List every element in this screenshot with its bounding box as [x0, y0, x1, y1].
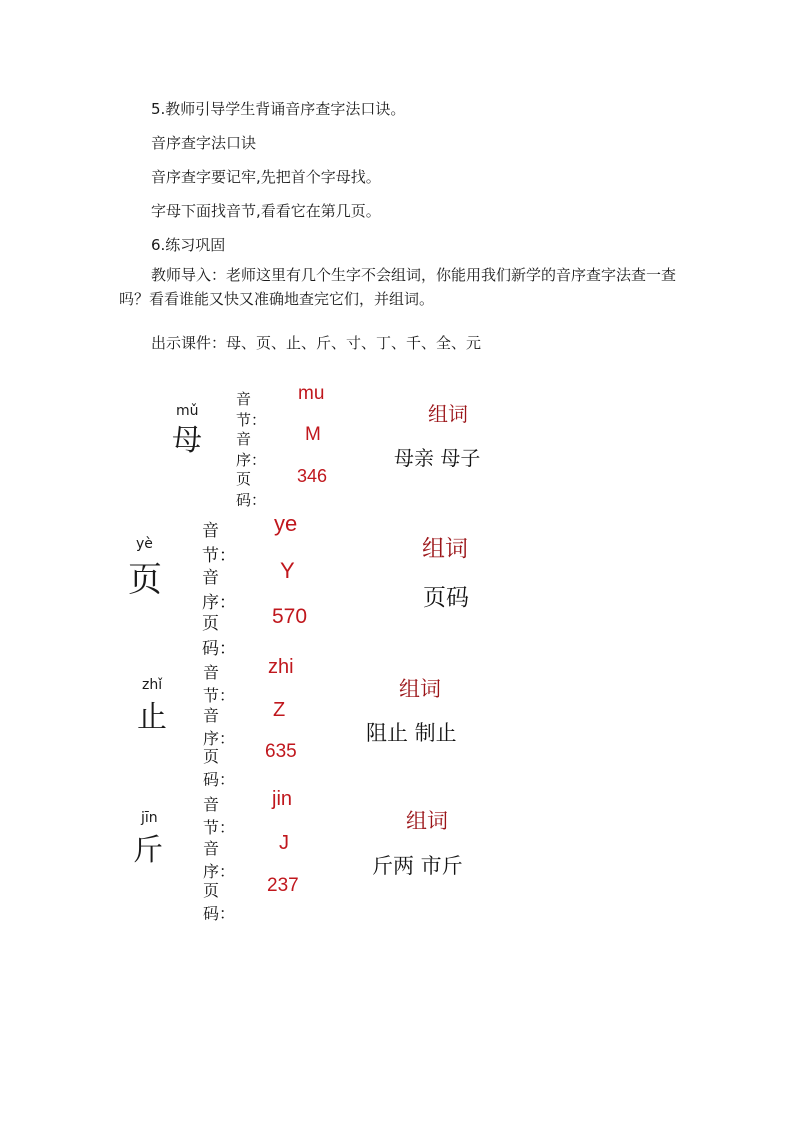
pinyin: jīn — [141, 810, 158, 826]
syllable-value: mu — [298, 383, 325, 404]
hanzi-character: 斤 — [133, 833, 163, 868]
page-value: 570 — [272, 605, 308, 628]
page-label: 页码： — [203, 747, 236, 789]
syllable-value: jin — [272, 788, 293, 810]
order-value: M — [305, 424, 321, 445]
syllable-value: zhi — [268, 656, 294, 678]
zuci-heading: 组词 — [428, 402, 468, 426]
courseware-list: 出示课件：母、页、止、斤、寸、丁、千、全、元 — [151, 334, 482, 352]
page-label: 页码： — [203, 881, 236, 923]
syllable-label: 音节： — [203, 795, 236, 837]
syllable-value: ye — [274, 511, 298, 536]
page-value: 635 — [265, 741, 297, 762]
teacher-intro-paragraph: 教师导入：老师这里有几个生字不会组词，你能用我们新学的音序查字法查一查吗？看看谁能又快又准确地查完它们，并组词。 — [119, 266, 677, 308]
word-list: 页码 — [423, 585, 469, 611]
pinyin: yè — [136, 536, 153, 552]
zuci-heading: 组词 — [422, 536, 468, 562]
rhyme-line-2: 字母下面找音节,看看它在第几页。 — [151, 202, 381, 220]
syllable-label: 音节： — [203, 663, 236, 705]
page-label: 页码： — [236, 470, 267, 509]
zuci-heading: 组词 — [399, 677, 441, 701]
rhyme-title: 音序查字法口诀 — [151, 134, 257, 152]
order-value: Z — [273, 699, 286, 721]
order-value: J — [279, 832, 289, 854]
hanzi-character: 页 — [128, 560, 162, 600]
syllable-label: 音节： — [236, 390, 267, 429]
hanzi-character: 母 — [172, 423, 202, 458]
syllable-label: 音节： — [202, 521, 236, 566]
page-value: 237 — [267, 875, 299, 896]
step-6-heading: 6.练习巩固 — [151, 236, 226, 254]
order-label: 音序： — [236, 430, 267, 469]
hanzi-character: 止 — [137, 700, 167, 735]
order-label: 音序： — [203, 706, 236, 748]
word-list: 母亲 母子 — [394, 446, 481, 470]
rhyme-line-1: 音序查字要记牢,先把首个字母找。 — [151, 168, 381, 186]
pinyin: zhǐ — [142, 677, 163, 693]
order-value: Y — [280, 558, 295, 583]
page-label: 页码： — [202, 614, 236, 659]
pinyin: mǔ — [176, 403, 199, 419]
page-value: 346 — [297, 466, 328, 486]
word-list: 阻止 制止 — [366, 721, 457, 745]
order-label: 音序： — [202, 568, 236, 613]
step-5-heading: 5.教师引导学生背诵音序查字法口诀。 — [151, 100, 406, 118]
word-list: 斤两 市斤 — [372, 854, 463, 878]
order-label: 音序： — [203, 839, 236, 881]
zuci-heading: 组词 — [406, 809, 448, 833]
